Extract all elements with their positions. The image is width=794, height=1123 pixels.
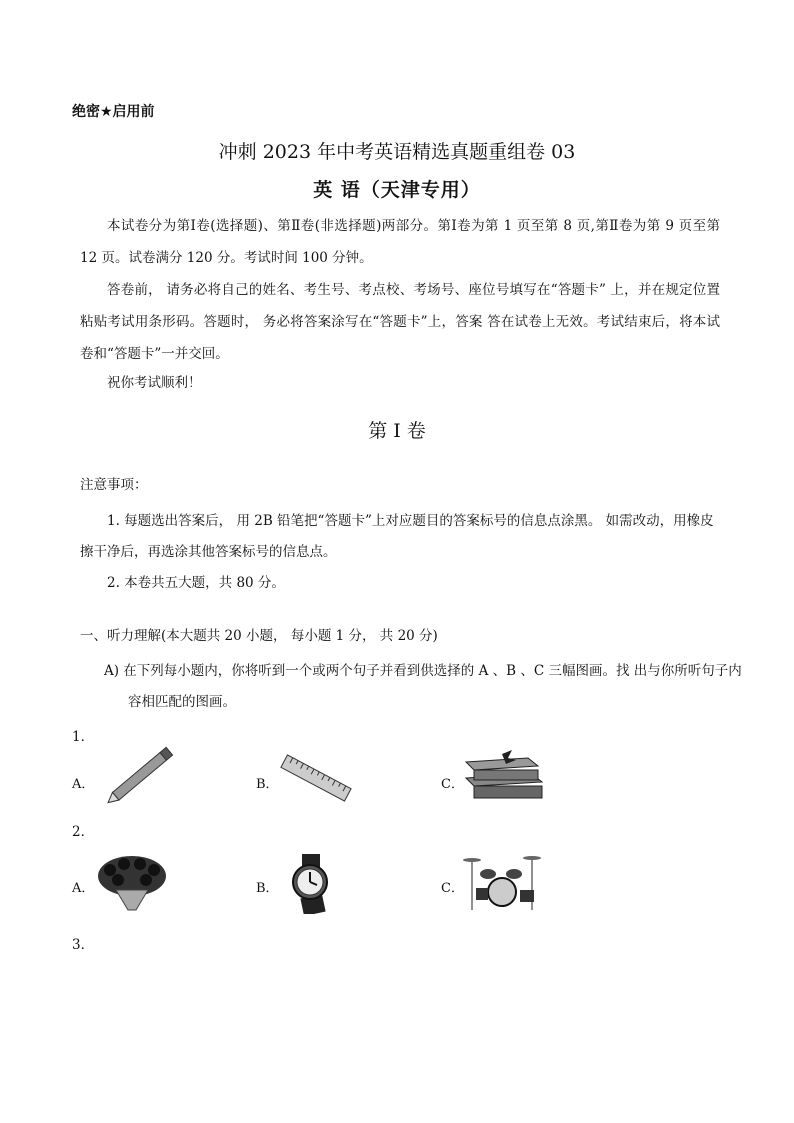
volume-heading: 第 I 卷 bbox=[368, 420, 426, 442]
question-number: 1． bbox=[72, 729, 95, 745]
exam-subtitle: 英 语（天津专用） bbox=[313, 179, 481, 201]
wristwatch-icon[interactable] bbox=[280, 852, 342, 914]
exam-title: 冲刺 2023 年中考英语精选真题重组卷 03 bbox=[218, 141, 576, 163]
notes-heading: 注意事项： bbox=[80, 477, 148, 493]
option-label[interactable]: B． bbox=[256, 777, 279, 792]
option-label[interactable]: C． bbox=[441, 777, 464, 792]
question-number: 3． bbox=[72, 937, 95, 953]
intro-paragraph-1: 本试卷分为第Ⅰ卷(选择题)、第Ⅱ卷(非选择题)两部分。第Ⅰ卷为第 1 页至第 8 页,第Ⅱ卷为第 9 页至第 12 页。试卷满分 120 分。考试时间 100 分钟。 bbox=[80, 218, 720, 266]
flower-bouquet-icon[interactable] bbox=[96, 852, 168, 912]
drum-kit-icon[interactable] bbox=[462, 852, 542, 914]
option-label[interactable]: A． bbox=[72, 777, 95, 792]
confidential-mark: 绝密★启用前 bbox=[72, 104, 155, 120]
pencil-icon[interactable] bbox=[96, 746, 186, 804]
section1-heading: 一、听力理解(本大题共 20 小题， 每小题 1 分， 共 20 分) bbox=[80, 628, 438, 644]
intro-paragraph-3: 祝你考试顺利！ bbox=[107, 375, 202, 391]
option-label[interactable]: B． bbox=[256, 881, 279, 896]
note-1: 1. 每题选出答案后， 用 2B 铅笔把“答题卡”上对应题目的答案标号的信息点涂黑。 如需改动，用橡皮擦干净后，再选涂其他答案标号的信息点。 bbox=[80, 513, 714, 560]
question-number: 2． bbox=[72, 824, 95, 840]
option-label[interactable]: C． bbox=[441, 881, 464, 896]
partA-instructions: A) 在下列每小题内，你将听到一个或两个句子并看到供选择的 A 、B 、C 三幅图画。找 出与你所听句子内容相匹配的图画。 bbox=[104, 663, 742, 710]
option-label[interactable]: A． bbox=[72, 881, 95, 896]
note-2: 2. 本卷共五大题，共 80 分。 bbox=[107, 575, 285, 591]
intro-paragraph-2: 答卷前， 请务必将自己的姓名、考生号、考点校、考场号、座位号填写在“答题卡” 上，并在规定位置粘贴考试用条形码。答题时， 务必将答案涂写在“答题卡”上，答案 答在试卷上无效。考试结束后，将本试卷和“答题卡”一并交回。 bbox=[80, 282, 720, 362]
books-icon[interactable] bbox=[462, 748, 546, 802]
ruler-icon[interactable] bbox=[278, 752, 354, 804]
